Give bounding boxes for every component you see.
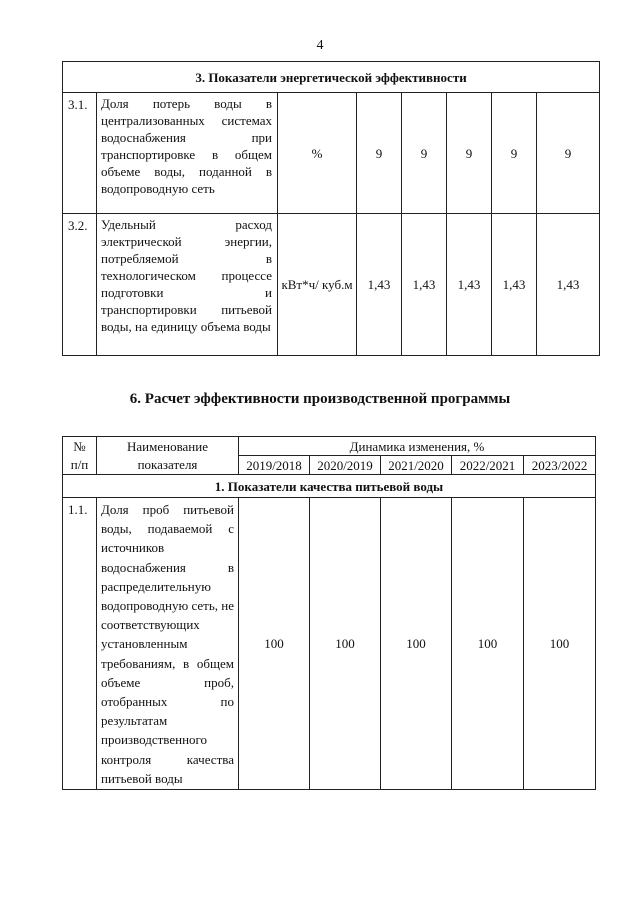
table2-section-title: 1. Показатели качества питьевой воды — [63, 475, 596, 498]
value-cell: 9 — [492, 93, 537, 214]
energy-efficiency-table — [62, 61, 600, 356]
value-cell: 1,43 — [447, 214, 492, 356]
value-cell: 9 — [447, 93, 492, 214]
value-cell: 9 — [537, 93, 600, 214]
header-num-bottom: п/п — [63, 456, 97, 475]
value-cell: 100 — [310, 498, 381, 790]
indicator-name: Доля проб питьевой воды, подаваемой с источников водоснабжения в распределительную водопроводную сеть, не соответствующих установленным требованиям, в общем объеме проб, отобранных по результатам производственного контроля качества питьевой воды — [97, 498, 239, 790]
header-year: 2020/2019 — [310, 456, 381, 475]
value-cell: 1,43 — [492, 214, 537, 356]
row-number: 3.1. — [63, 93, 97, 214]
value-cell: 100 — [452, 498, 524, 790]
efficiency-calculation-table — [62, 436, 596, 790]
table-row — [63, 214, 600, 356]
value-cell: 100 — [381, 498, 452, 790]
value-cell: 9 — [357, 93, 402, 214]
table1-section-title: 3. Показатели энергетической эффективности — [63, 62, 600, 93]
row-number: 3.2. — [63, 214, 97, 356]
unit-cell: кВт*ч/ куб.м — [278, 214, 357, 356]
table-row — [63, 498, 596, 790]
value-cell: 1,43 — [357, 214, 402, 356]
page-number: 4 — [316, 38, 324, 53]
indicator-name: Удельный расход электрической энергии, потребляемой в технологическом процессе подготовки и транспортировки питьевой воды, на единицу объема воды — [97, 214, 278, 356]
header-year: 2021/2020 — [381, 456, 452, 475]
section-heading: 6. Расчет эффективности производственной программы — [129, 391, 511, 407]
header-year: 2023/2022 — [524, 456, 596, 475]
header-dynamics: Динамика изменения, % — [239, 437, 596, 456]
value-cell: 9 — [402, 93, 447, 214]
header-name-top: Наименование — [97, 437, 239, 456]
header-num-top: № — [63, 437, 97, 456]
header-year: 2022/2021 — [452, 456, 524, 475]
value-cell: 100 — [239, 498, 310, 790]
header-year: 2019/2018 — [239, 456, 310, 475]
row-number: 1.1. — [63, 498, 97, 790]
value-cell: 100 — [524, 498, 596, 790]
value-cell: 1,43 — [402, 214, 447, 356]
header-name-bottom: показателя — [97, 456, 239, 475]
table-row — [63, 93, 600, 214]
unit-cell: % — [278, 93, 357, 214]
value-cell: 1,43 — [537, 214, 600, 356]
indicator-name: Доля потерь воды в централизованных системах водоснабжения при транспортировке в общем объеме воды, поданной в водопроводную сеть — [97, 93, 278, 214]
